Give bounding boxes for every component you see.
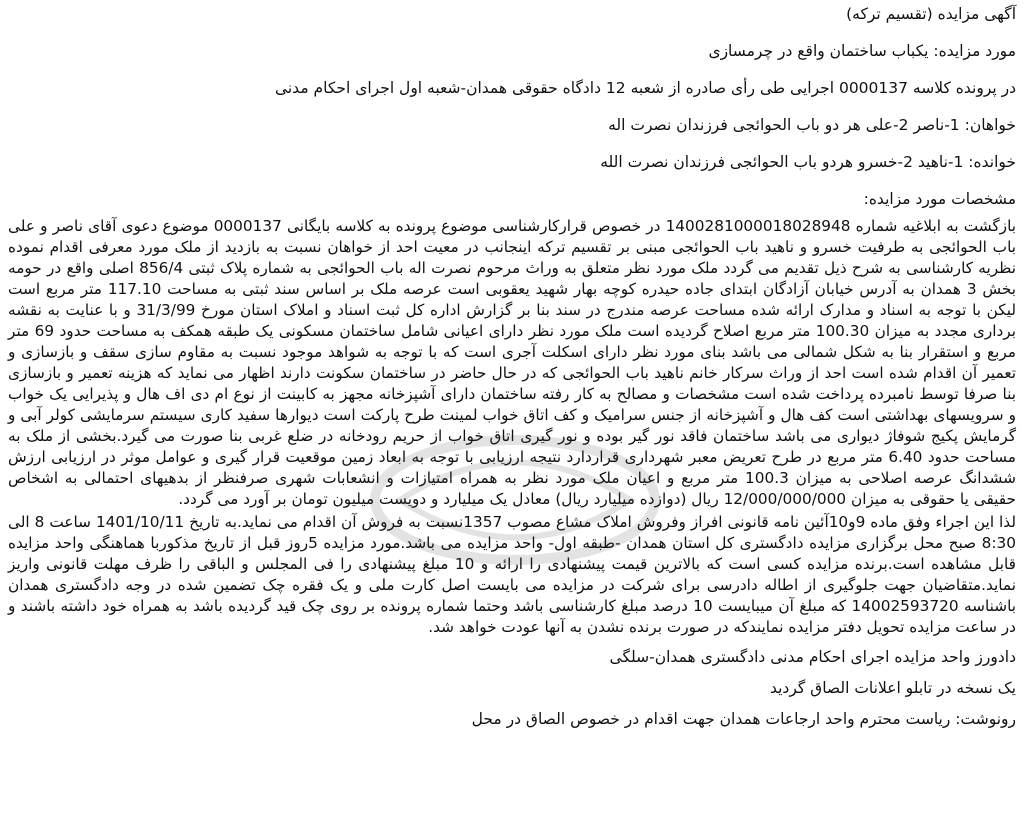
carbon-copy-line: رونوشت: ریاست محترم واحد ارجاعات همدان جهت اقدام در خصوص الصاق در محل: [471, 710, 1016, 728]
posting-note: یک نسخه در تابلو اعلانات الصاق گردید: [769, 679, 1016, 697]
auction-subject: مورد مزایده: یکباب ساختمان واقع در چرمسازی: [708, 42, 1016, 60]
expert-report-paragraph: بازگشت به ابلاغیه شماره 140028100001802894‬8 در خصوص قرارکارشناسی موضوع پرونده به کلاسه بایگانی 0000137 موضوع دعوی آقای ناصر و علی باب الحوائجی به طرفیت خسرو و ناهید باب الحوائجی مبنی بر تقسیم ترکه اینجانب در معیت احد از خواهان نسبت به بازدید از ملک مورد معرفی اقدام نموده نظریه کارشناسی به شرح ذیل تقدیم می گردد ملک مورد نظر متعلق به وراث مرحوم نصرت اله باب الحوائجی به شماره پلاک ثبتی 856/4 اصلی واقع در حومه بخش 3 همدان به آدرس خیابان آزادگان ابتدای جاده حیدره کوچه بهار شهید یعقوبی است عرصه ملک بر اساس سند ثبتی به مساحت 117.10 متر مربع است لیکن با توجه به اسناد و مدارک ارائه شده مساحت عرصه مندرج در سند بنا بر گزارش اداره کل ثبت اسناد و املاک استان مورخ 31/3/99 و با عنایت به نقشه برداری مجدد به میزان 100.30 متر مربع اصلاح گردیده است ملک مورد نظر دارای اعیانی شامل ساختمان مسکونی یک طبقه همکف به مساحت حدود 69 متر مربع و استقرار بنا به شکل شمالی می باشد بنای مورد نظر دارای اسکلت آجری است که با توجه به شواهد موجود نسبت به مقاوم سازی سقف و بازسازی و تعمیر آن اقدام شده است احد از وراث سرکار خانم ناهید باب الحوائجی که در حال حاضر در ساختمان سکونت دارند اظهار می نماید که هزینه تعمیر و بازسازی بنا صرفا توسط نامبرده پرداخت شده است مشخصات و مصالح به کار رفته ساختمان دارای آشپزخانه مجهز به کابینت از نوع ام دی اف هال و پذیرایی یک خواب و سرویسهای بهداشتی است کف هال و آشپزخانه از جنس سرامیک و کف اتاق خواب لمینت طرح پارکت است دیوارها سفید کاری سیستم سرمایشی کولر آبی و گرمایش پکیج شوفاژ دیواری می باشد ساختمان فاقد نور گیر بوده و نور گیری اتاق خواب از حریم رودخانه در ضلع غربی بنا صورت می گیرد.بخشی از ملک به مساحت حدود 6.40 متر مربع در طرح تعریض معبر شهرداری قراردارد نتیجه ارزیابی با توجه به ابعاد زمین موقعیت قرار گیری و عوامل موثر در ارزیابی ارزش ششدانگ عرصه اصلاحی به میزان 100.3 متر مربع و اعیان ملک مورد نظر به همراه امتیازات و انشعابات شهری صرفنظر از بدهیهای احتمالی به اشخاص حقیقی یا حقوقی به میزان 12/000/000/000 ریال (دوازده میلیارد ریال) معادل یک میلیارد و دویست میلیون تومان بر آورد می گردد.: [8, 217, 1016, 508]
defendants-line: خوانده: 1-ناهید 2-خسرو هردو باب الحوائجی فرزندان نصرت الله: [600, 153, 1016, 171]
officer-signature: دادورز واحد مزایده اجرای احکام مدنی دادگستری همدان-سلگی: [609, 648, 1016, 666]
case-reference: در پرونده کلاسه 0000137 اجرایی طی رأی صادره از شعبه 12 دادگاه حقوقی همدان-شعبه اول اجرای احکام مدنی: [274, 79, 1016, 97]
sale-terms-paragraph: لذا این اجراء وفق ماده 9و10آئین نامه قانونی افراز وفروش املاک مشاع مصوب 1357نسبت به فروش آن اقدام می نماید.به تاریخ 1401/10/11 ساعت 8 الی 8:30 صبح محل برگزاری مزایده دادگستری کل استان همدان -طبقه اول- واحد مزایده می باشد.مورد مزایده 5روز قبل از تاریخ مذکوربا هماهنگی واحد مزایده قابل مشاهده است.برنده مزایده کسی است که بالاترین قیمت پیشنهادی را ارائه و 10 مبلغ پیشنهادی را فی المجلس و الباقی را ظرف مهلت قانونی واریز نماید.متقاضیان جهت جلوگیری از اطاله دادرسی برای شرکت در مزایده می بایست اصل کارت ملی و یک فقره چک تضمین شده در وجه دادگستری همدان باشناسه 14002593720 که مبلغ آن میبایست 10 درصد مبلغ کارشناسی باشد وحتما شماره پرونده بر روی چک قید گردیده باشد به همراه خود داشته باشند و در ساعت مزایده تحویل دفتر مزایده نمایندکه در صورت برنده نشدن به آنها عودت خواهد شد.: [8, 513, 1016, 636]
specs-heading: مشخصات مورد مزایده:: [863, 190, 1016, 208]
notice-title: آگهی مزایده (تقسیم ترکه): [846, 5, 1016, 23]
plaintiffs-line: خواهان: 1-ناصر 2-علی هر دو باب الحوائجی فرزندان نصرت اله: [608, 116, 1016, 134]
